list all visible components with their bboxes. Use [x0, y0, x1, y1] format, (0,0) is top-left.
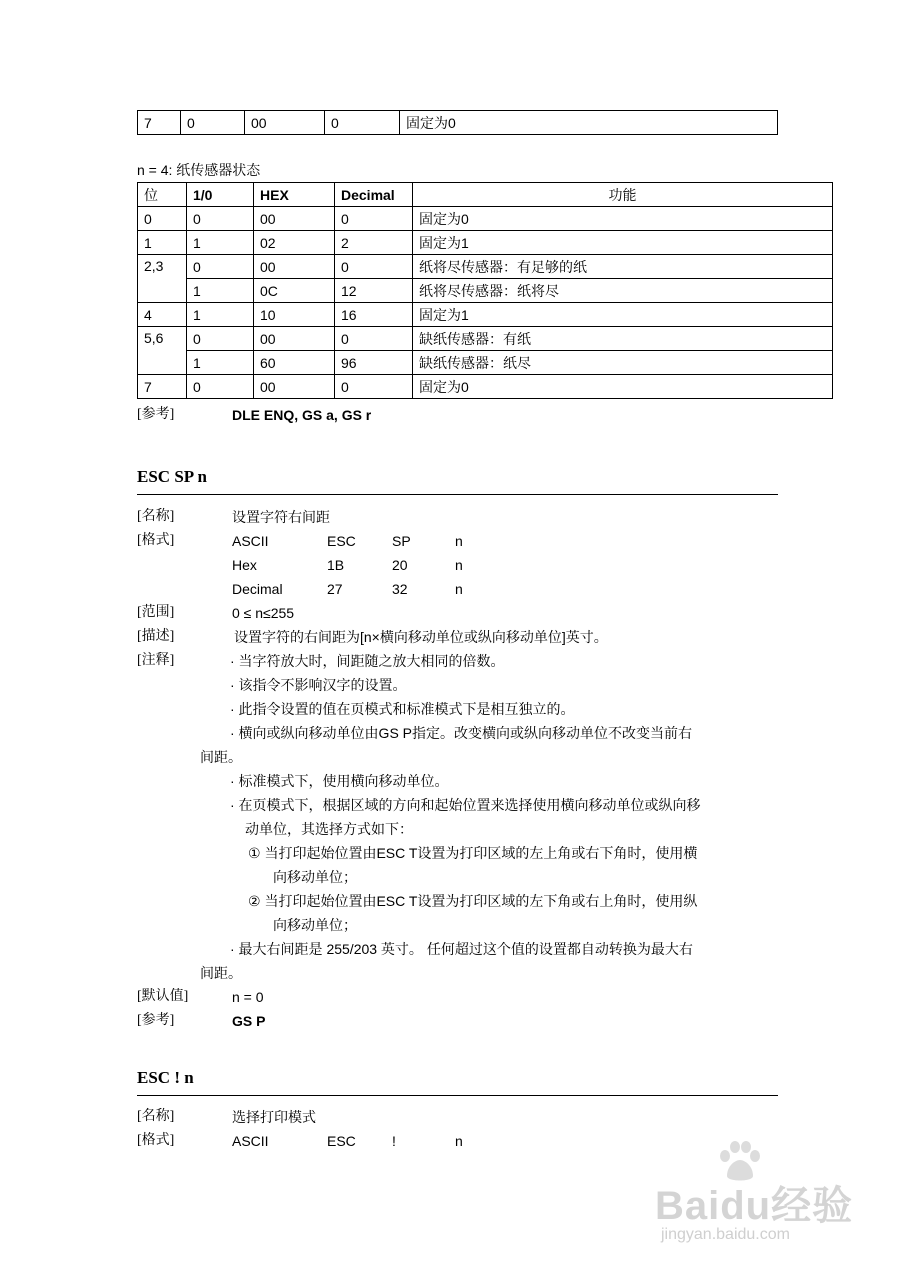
table-caption: n = 4: 纸传感器状态: [137, 162, 261, 178]
table-cell: 00: [254, 327, 335, 351]
format-cell: n: [455, 581, 463, 597]
table-row: [138, 303, 833, 327]
table-cell: 96: [335, 351, 413, 375]
note-line: 向移动单位；: [273, 917, 357, 933]
note-line: ① 当打印起始位置由ESC T设置为打印区域的左上角或右下角时，使用横: [248, 845, 698, 861]
table-cell: 60: [254, 351, 335, 375]
table-cell: 16: [335, 303, 413, 327]
table-cell: 0: [138, 207, 187, 231]
format-cell: n: [455, 1133, 463, 1149]
table-cell: 固定为0: [413, 207, 833, 231]
format-label: [格式]: [137, 533, 175, 548]
table-cell: 4: [138, 303, 187, 327]
table-cell: 缺纸传感器：有纸: [413, 327, 833, 351]
table-row: [138, 375, 833, 399]
table-row: [138, 327, 833, 351]
column-header: 位: [138, 183, 187, 207]
watermark-url: jingyan.baidu.com: [661, 1226, 790, 1243]
table-cell: 0: [187, 375, 254, 399]
format-cell: !: [392, 1133, 396, 1149]
table-row: [138, 255, 833, 279]
format-cell: SP: [392, 533, 411, 549]
format-cell: ESC: [327, 1133, 356, 1149]
table-cell: 7: [138, 111, 181, 135]
table-cell: 00: [254, 207, 335, 231]
format-cell: ESC: [327, 533, 356, 549]
column-header: 功能: [413, 183, 833, 207]
range-value: 0 ≤ n≤255: [232, 605, 295, 621]
table-cell: 固定为1: [413, 231, 833, 255]
table-cell: 2: [335, 231, 413, 255]
note-line: · 在页模式下，根据区域的方向和起始位置来选择使用横向移动单位或纵向移: [230, 797, 701, 813]
table-cell: 0: [335, 375, 413, 399]
section-title: ESC SP n: [137, 467, 207, 486]
column-header: Decimal: [335, 183, 413, 207]
ref-label: [参考]: [137, 407, 175, 422]
table-row: [138, 207, 833, 231]
ref-label: [参考]: [137, 1013, 175, 1028]
note-line: ② 当打印起始位置由ESC T设置为打印区域的左下角或右上角时，使用纵: [248, 893, 698, 909]
table-cell: 0: [187, 207, 254, 231]
table-cell: 1: [187, 303, 254, 327]
table-cell: 2,3: [138, 255, 187, 303]
default-value: n = 0: [232, 989, 264, 1005]
desc-value: 设置字符的右间距为[n×横向移动单位或纵向移动单位]英寸。: [234, 629, 608, 645]
table-cell: 1: [187, 351, 254, 375]
sensor-status-table: [137, 182, 833, 399]
format-label: [格式]: [137, 1133, 175, 1148]
name-label: [名称]: [137, 1109, 175, 1124]
default-label: [默认值]: [137, 989, 189, 1004]
table-cell: 0: [335, 255, 413, 279]
table-cell: 00: [254, 255, 335, 279]
table-cell: 7: [138, 375, 187, 399]
table-cell: 0: [335, 327, 413, 351]
format-cell: n: [455, 533, 463, 549]
note-line: · 该指令不影响汉字的设置。: [230, 677, 407, 693]
table-cell: 0: [181, 111, 245, 135]
table-cell: 固定为1: [413, 303, 833, 327]
table-cell: 缺纸传感器：纸尽: [413, 351, 833, 375]
note-line: · 当字符放大时，间距随之放大相同的倍数。: [230, 653, 505, 669]
table-cell: 00: [245, 111, 325, 135]
note-line: · 横向或纵向移动单位由GS P指定。改变横向或纵向移动单位不改变当前右: [230, 725, 693, 741]
notes-label: [注释]: [137, 653, 175, 668]
table-cell: 02: [254, 231, 335, 255]
column-header: HEX: [254, 183, 335, 207]
note-line: 动单位，其选择方式如下：: [245, 821, 413, 837]
table-cell: 12: [335, 279, 413, 303]
table-row: [138, 351, 833, 375]
table-cell: 0: [187, 255, 254, 279]
section-title: ESC ! n: [137, 1068, 194, 1087]
table-cell: 00: [254, 375, 335, 399]
table-cell: 1: [138, 231, 187, 255]
format-cell: ASCII: [232, 1133, 269, 1149]
range-label: [范围]: [137, 605, 175, 620]
name-label: [名称]: [137, 509, 175, 524]
table-cell: 5,6: [138, 327, 187, 375]
note-line: 间距。: [200, 749, 242, 765]
table-cell: 纸将尽传感器：纸将尽: [413, 279, 833, 303]
format-cell: n: [455, 557, 463, 573]
note-line: · 标准模式下，使用横向移动单位。: [230, 773, 449, 789]
section-rule: [137, 494, 778, 495]
top-table: [137, 110, 778, 135]
table-cell: 0: [187, 327, 254, 351]
format-cell: Hex: [232, 557, 257, 573]
table-row: [138, 279, 833, 303]
table-cell: 0C: [254, 279, 335, 303]
name-value: 选择打印模式: [232, 1109, 316, 1125]
note-line: · 此指令设置的值在页模式和标准模式下是相互独立的。: [230, 701, 575, 717]
note-line: 间距。: [200, 965, 242, 981]
table-cell: 0: [335, 207, 413, 231]
format-cell: 27: [327, 581, 343, 597]
table-cell: 纸将尽传感器：有足够的纸: [413, 255, 833, 279]
table-row: [138, 231, 833, 255]
watermark-brand: Baidu经验: [655, 1184, 854, 1228]
ref-value: GS P: [232, 1013, 266, 1029]
column-header: 1/0: [187, 183, 254, 207]
table-cell: 1: [187, 279, 254, 303]
format-cell: 1B: [327, 557, 345, 573]
section-rule: [137, 1095, 778, 1096]
table-cell: 固定为0: [400, 111, 778, 135]
table-row: [138, 111, 778, 135]
format-cell: 20: [392, 557, 408, 573]
table-header-row: [138, 183, 833, 207]
table-cell: 1: [187, 231, 254, 255]
table-cell: 固定为0: [413, 375, 833, 399]
note-line: · 最大右间距是 255/203 英寸。 任何超过这个值的设置都自动转换为最大右: [230, 941, 693, 957]
format-cell: 32: [392, 581, 408, 597]
watermark: [655, 1140, 865, 1250]
note-line: 向移动单位；: [273, 869, 357, 885]
ref-value: DLE ENQ, GS a, GS r: [232, 407, 372, 423]
table-cell: 10: [254, 303, 335, 327]
format-cell: ASCII: [232, 533, 269, 549]
format-cell: Decimal: [232, 581, 283, 597]
name-value: 设置字符右间距: [232, 509, 330, 525]
desc-label: [描述]: [137, 629, 175, 644]
table-cell: 0: [325, 111, 400, 135]
